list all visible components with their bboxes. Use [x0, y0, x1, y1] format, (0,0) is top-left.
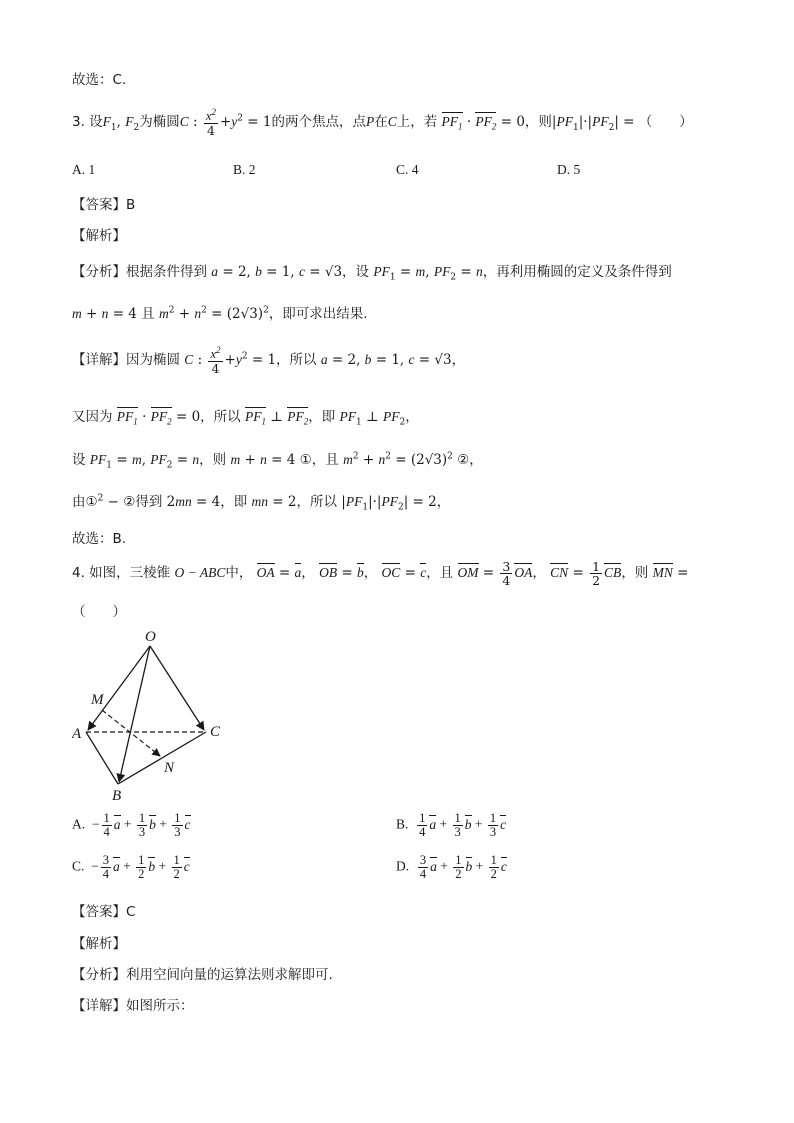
analysis-heading-q3: 【解析】 — [72, 228, 126, 244]
conclusion-line-q3: 故选：B. — [72, 531, 127, 547]
label-N: N — [164, 760, 175, 776]
edge-MN — [102, 710, 160, 756]
label-C: C — [210, 724, 221, 740]
analysis-q4: 【分析】利用空间向量的运算法则求解即可. — [72, 967, 333, 983]
q3-option-c: C. 4 — [396, 162, 419, 177]
question-4: 4. 如图，三棱锥 O − ABC中， OA = a， OB = b， OC = c，且 OM = $\frac{3}{4}$ OA， CN = $\frac{1}{2}$ CB，则 MN = — [72, 559, 689, 589]
answer-q4: 【答案】C — [72, 904, 136, 920]
edge-AB — [86, 732, 118, 784]
q4-option-b: B. $\frac{1}{4}$ a + $\frac{1}{3}$ b + $\frac{1}{3}$ c — [396, 811, 507, 840]
q4-option-a: A. − $\frac{1}{4}$ a + $\frac{1}{3}$ b + $\frac{1}{3}$ c — [72, 811, 191, 840]
detail-q3-line3: 设 $PF_1 = m$, $PF_2 = n$，则 m + n = 4 ①，且 $m^2 + n^2 = (2√3)^2$ ②， — [72, 451, 483, 471]
conclusion-line-q2: 故选：C. — [72, 72, 127, 88]
q4-option-d: D. $\frac{3}{4}$ a + $\frac{1}{2}$ b + $\frac{1}{2}$ c — [396, 853, 507, 882]
label-O: O — [145, 629, 156, 645]
detail-q3-line1: 【详解】因为椭圆 C : $\frac{x^2}{4}$ $+y^2 = 1$，所以 a = 2, b = 1, c = √3， — [72, 345, 466, 377]
q3-option-d: D. 5 — [557, 162, 581, 177]
detail-q3-line4: 由①$^2$ − ②得到 2mn = 4，即 mn = 2，所以 $|PF_1|\cdot|PF_2| = 2$， — [72, 493, 451, 513]
analysis-q3-line2: m + n = 4 且 $m^2 + n^2 = (2√3)^2$，即可求出结果. — [72, 305, 368, 322]
edge-BC — [118, 732, 206, 784]
q3-option-a: A. 1 — [72, 162, 96, 177]
detail-q3-line2: 又因为 $PF_1 \cdot PF_2 = 0$，所以 $PF_1$ ⊥ $PF_2$，即 $PF_1$ ⊥ $PF_2$， — [72, 409, 419, 428]
analysis-heading-q4: 【解析】 — [72, 936, 126, 952]
edge-OC — [150, 646, 204, 730]
tetrahedron-figure — [72, 622, 242, 811]
label-M: M — [91, 692, 104, 708]
label-A: A — [72, 726, 82, 742]
q3-option-b: B. 2 — [233, 162, 256, 177]
question-4-blank: （ ） — [72, 604, 126, 620]
label-B: B — [112, 788, 122, 804]
detail-q4: 【详解】如图所示： — [72, 998, 194, 1014]
answer-q3: 【答案】B — [72, 197, 136, 213]
analysis-q3-line1: 【分析】根据条件得到 a = 2, b = 1, c = √3，设 $PF_1 = m$, $PF_2 = n$，再利用椭圆的定义及条件得到 — [72, 264, 672, 283]
question-3: 3. 设$F_1$, $F_2$为椭圆C : $\frac{x^2}{4}$ $+y^2 = 1$的两个焦点，点P在C上，若 $PF_1 \cdot PF_2 = 0$，则$|PF_1|\cdot|PF_2|$ = （ ） — [72, 107, 693, 139]
q4-option-c: C. − $\frac{3}{4}$ a + $\frac{1}{2}$ b + $\frac{1}{2}$ c — [72, 853, 190, 882]
